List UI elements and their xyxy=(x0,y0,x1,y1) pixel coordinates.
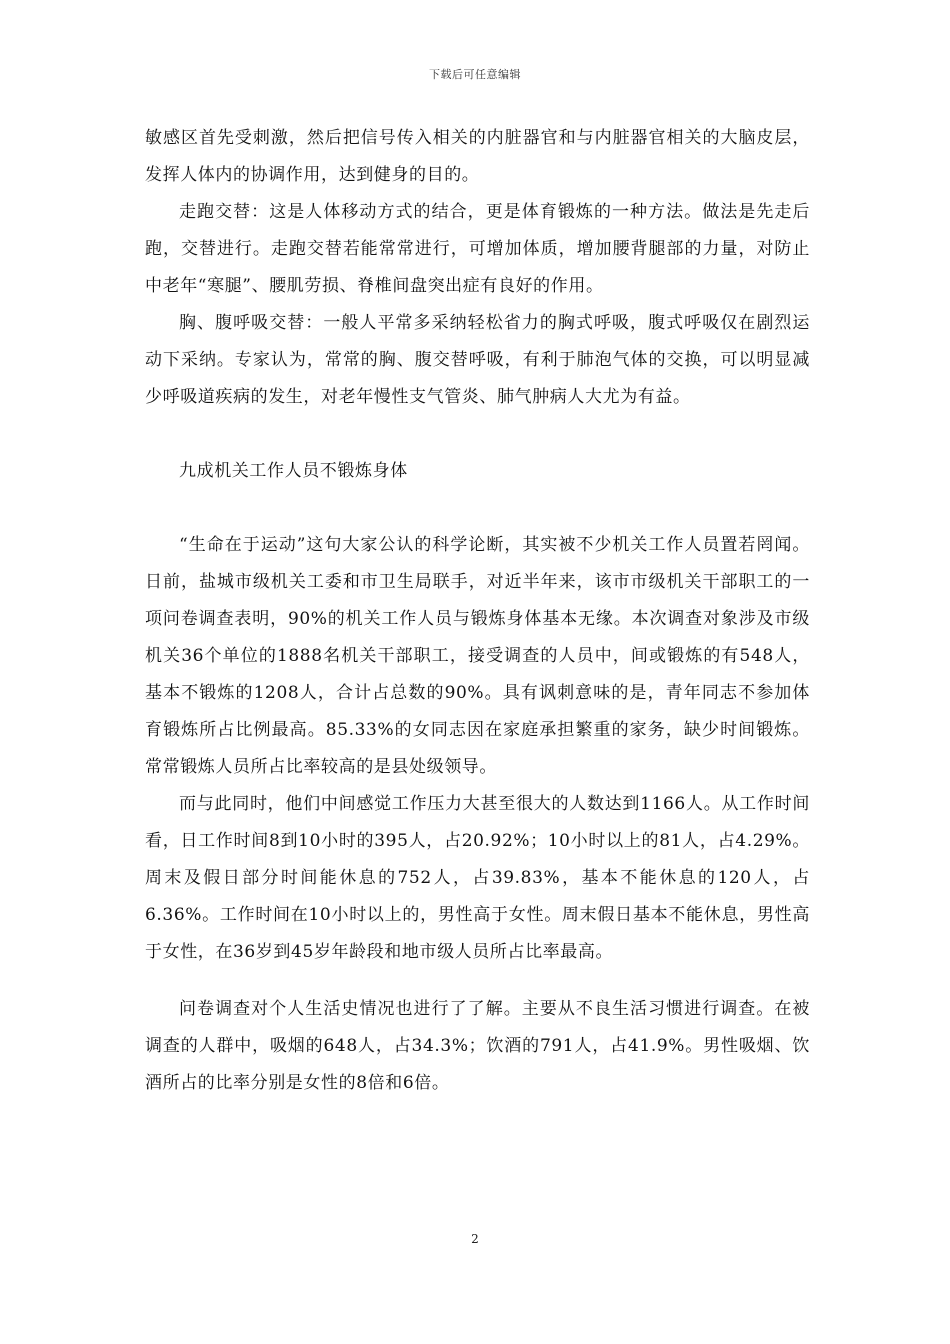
paragraph-walk-run: 走跑交替：这是人体移动方式的结合，更是体育锻炼的一种方法。做法是先走后跑，交替进行。走跑交替若能常常进行，可增加体质，增加腰背腿部的力量，对防止中老年“寒腿”、腰肌劳损、脊椎间盘突出症有良好的作用。 xyxy=(145,202,810,296)
document-body xyxy=(145,120,810,1102)
paragraph-lifestyle: 问卷调查对个人生活史情况也进行了了解。主要从不良生活习惯进行调查。在被调查的人群中，吸烟的648人，占34.3%；饮酒的791人，占41.9%。男性吸烟、饮酒所占的比率分别是女性的8倍和6倍。 xyxy=(145,999,810,1093)
paragraph-continuation: 敏感区首先受刺激，然后把信号传入相关的内脏器官和与内脏器官相关的大脑皮层，发挥人体内的协调作用，达到健身的目的。 xyxy=(145,128,810,185)
page-number: 2 xyxy=(471,1232,479,1246)
paragraph-breathing: 胸、腹呼吸交替：一般人平常多采纳轻松省力的胸式呼吸，腹式呼吸仅在剧烈运动下采纳。专家认为，常常的胸、腹交替呼吸，有利于肺泡气体的交换，可以明显减少呼吸道疾病的发生，对老年慢性支气管炎、肺气肿病人大尤为有益。 xyxy=(145,313,810,407)
spacer xyxy=(145,490,810,527)
section-heading: 九成机关工作人员不锻炼身体 xyxy=(179,461,408,481)
page-header: 下载后可任意编辑 xyxy=(429,68,521,81)
paragraph-survey: “生命在于运动”这句大家公认的科学论断，其实被不少机关工作人员置若罔闻。日前，盐城市级机关工委和市卫生局联手，对近半年来，该市市级机关干部职工的一项问卷调查表明，90%的机关工作人员与锻炼身体基本无缘。本次调查对象涉及市级机关36个单位的1888名机关干部职工，接受调查的人员中，间或锻炼的有548人，基本不锻炼的1208人，合计占总数的90%。具有讽刺意味的是，青年同志不参加体育锻炼所占比例最高。85.33%的女同志因在家庭承担繁重的家务，缺少时间锻炼。常常锻炼人员所占比率较高的是县处级领导。 xyxy=(145,535,810,777)
paragraph-work-pressure: 而与此同时，他们中间感觉工作压力大甚至很大的人数达到1166人。从工作时间看，日工作时间8到10小时的395人，占20.92%；10小时以上的81人，占4.29%。周末及假日部分时间能休息的752人，占39.83%，基本不能休息的120人，占6.36%。工作时间在10小时以上的，男性高于女性。周末假日基本不能休息，男性高于女性，在36岁到45岁年龄段和地市级人员所占比率最高。 xyxy=(145,794,810,962)
spacer xyxy=(145,416,810,453)
spacer xyxy=(145,971,810,991)
